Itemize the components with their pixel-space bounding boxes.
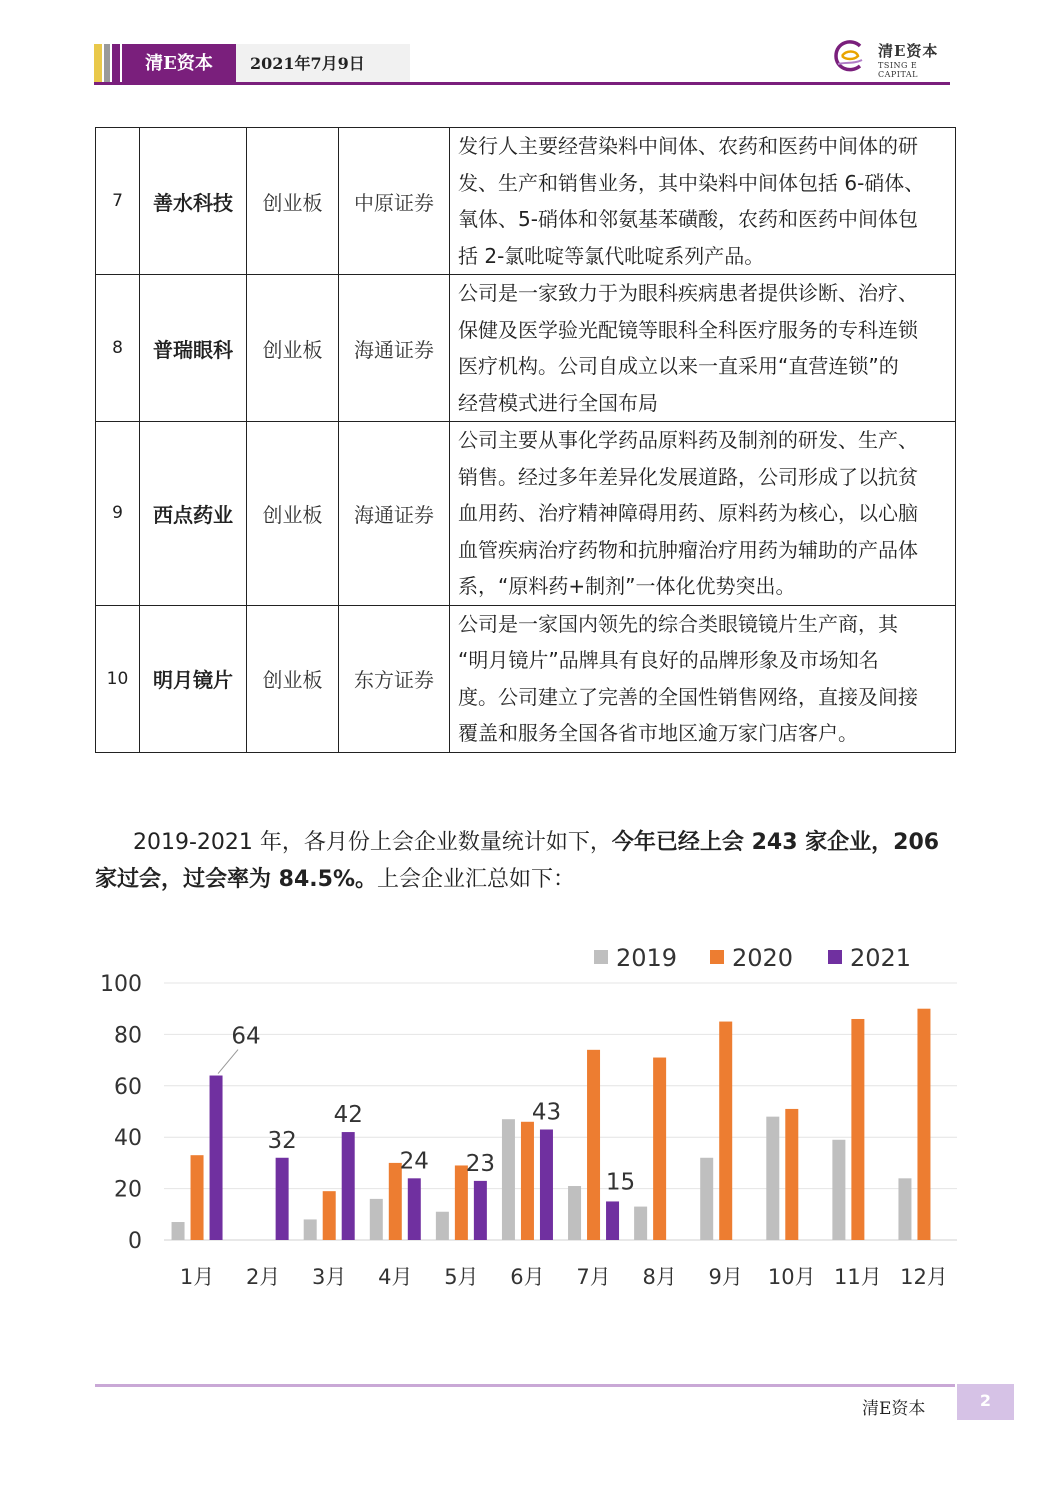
company-name: 西点药业	[140, 422, 247, 606]
data-label: 23	[465, 1150, 496, 1177]
bar-2020	[323, 1191, 336, 1240]
logo-swirl-icon	[828, 34, 872, 78]
description-line: 氧体、5-硝体和邻氨基苯磺酸，农药和医药中间体包	[458, 207, 918, 231]
bar-2019	[370, 1199, 383, 1240]
company-description	[450, 605, 956, 752]
data-label-leader	[218, 1050, 238, 1074]
legend-label: 2021	[850, 944, 912, 972]
description-line: “明月镜片”品牌具有良好的品牌形象及市场知名	[458, 648, 879, 672]
description-line: 医疗机构。公司自成立以来一直采用“直营连锁”的	[458, 354, 899, 378]
data-label: 64	[231, 1023, 261, 1050]
x-tick-label: 4月	[378, 1265, 413, 1289]
bar-2019	[502, 1119, 515, 1240]
x-tick-label: 9月	[708, 1265, 743, 1289]
header-stripe-purple	[112, 44, 120, 84]
description-line: 保健及医学验光配镜等眼科全科医疗服务的专科连锁	[458, 317, 918, 342]
bar-2019	[766, 1117, 779, 1240]
x-tick-label: 2月	[245, 1265, 281, 1289]
bar-2021	[276, 1158, 289, 1240]
legend-swatch	[828, 950, 842, 964]
company-name: 普瑞眼科	[140, 275, 247, 422]
description-line: 经营模式进行全国布局	[458, 390, 658, 415]
company-name: 明月镜片	[140, 605, 247, 752]
description-line: 括 2-氯吡啶等氯代吡啶系列产品。	[458, 243, 765, 268]
company-logo	[828, 34, 953, 78]
page-number: 2	[957, 1384, 1014, 1420]
bar-2020	[785, 1109, 798, 1240]
summary-text-plain: 2019-2021 年，各月份上会企业数量统计如下，	[133, 830, 612, 855]
bar-2021	[408, 1178, 421, 1240]
bar-2019	[436, 1212, 449, 1240]
header-brand: 清E资本	[122, 44, 236, 84]
row-number: 7	[96, 128, 140, 275]
data-label: 32	[267, 1127, 297, 1154]
description-line: 系，“原料药+制剂”一体化优势突出。	[458, 574, 796, 598]
footer-brand: 清E资本	[862, 1399, 926, 1419]
description-line: 发、生产和销售业务，其中染料中间体包括 6-硝体、	[458, 170, 925, 195]
summary-text-tail: 上会企业汇总如下：	[376, 867, 575, 892]
company-description	[450, 275, 956, 422]
bar-2019	[700, 1158, 713, 1240]
row-number: 9	[96, 422, 140, 606]
bar-2021	[474, 1181, 487, 1240]
data-label: 42	[333, 1102, 363, 1129]
description-line: 覆盖和服务全国各省市地区逾万家门店客户。	[458, 721, 858, 745]
description-line: 销售。经过多年差异化发展道路，公司形成了以抗贫	[458, 464, 918, 489]
row-number: 10	[96, 605, 140, 752]
bar-2019	[898, 1178, 911, 1240]
table-row	[96, 275, 956, 422]
page-header	[0, 0, 1051, 100]
company-description	[450, 422, 956, 606]
header-rule	[94, 82, 950, 85]
y-tick-label: 20	[114, 1177, 142, 1203]
bar-2020	[521, 1122, 534, 1240]
bar-2020	[653, 1058, 666, 1240]
description-line: 公司主要从事化学药品原料药及制剂的研发、生产、	[458, 428, 918, 452]
table-row	[96, 605, 956, 752]
table-row	[96, 128, 956, 275]
x-tick-label: 3月	[312, 1265, 347, 1289]
logo-text-en: TSING E CAPITAL	[878, 61, 918, 79]
bar-2020	[917, 1009, 930, 1240]
data-label: 43	[531, 1099, 562, 1126]
header-stripe-gold	[94, 44, 102, 84]
legend-swatch	[594, 950, 608, 964]
bar-2019	[568, 1186, 581, 1240]
header-date: 2021年7月9日	[236, 44, 410, 84]
bar-2019	[172, 1222, 185, 1240]
logo-text-cn: 清E资本	[878, 42, 939, 60]
x-tick-label: 8月	[642, 1265, 677, 1289]
description-line: 血管疾病治疗药物和抗肿瘤治疗用药为辅助的产品体	[458, 537, 918, 562]
bar-2020	[191, 1155, 204, 1240]
sponsor-broker: 海通证券	[339, 422, 450, 606]
bar-2020	[719, 1022, 732, 1240]
bar-2019	[832, 1140, 845, 1240]
listing-board: 创业板	[247, 275, 339, 422]
header-stripe-gray	[104, 44, 110, 84]
sponsor-broker: 东方证券	[339, 605, 450, 752]
data-label: 24	[399, 1148, 429, 1175]
legend-label: 2020	[732, 944, 794, 972]
sponsor-broker: 海通证券	[339, 275, 450, 422]
company-name: 善水科技	[140, 128, 247, 275]
y-tick-label: 60	[114, 1074, 142, 1100]
listing-board: 创业板	[247, 605, 339, 752]
bar-2021	[210, 1076, 223, 1240]
description-line: 公司是一家国内领先的综合类眼镜镜片生产商，其	[458, 611, 898, 636]
row-number: 8	[96, 275, 140, 422]
description-line: 度。公司建立了完善的全国性销售网络，直接及间接	[458, 684, 918, 709]
y-tick-label: 100	[100, 972, 142, 997]
bar-2021	[342, 1132, 355, 1240]
sponsor-broker: 中原证券	[339, 128, 450, 275]
bar-2020	[851, 1019, 864, 1240]
listing-board: 创业板	[247, 128, 339, 275]
x-tick-label: 6月	[510, 1265, 545, 1289]
x-tick-label: 1月	[179, 1265, 215, 1289]
x-tick-label: 7月	[576, 1265, 611, 1289]
summary-text-bold: 今年已经上会 243 家企业，206 家过会，过会率为 84.5%。	[95, 830, 940, 892]
bar-2019	[634, 1207, 647, 1240]
x-tick-label: 5月	[444, 1265, 479, 1289]
x-tick-label: 10月	[767, 1265, 816, 1289]
bar-2020	[587, 1050, 600, 1240]
legend-label: 2019	[616, 944, 678, 972]
bar-2021	[540, 1129, 553, 1240]
y-tick-label: 0	[128, 1229, 142, 1254]
data-label: 15	[605, 1169, 636, 1196]
x-tick-label: 12月	[900, 1265, 948, 1289]
description-line: 发行人主要经营染料中间体、农药和医药中间体的研	[458, 134, 918, 158]
legend-swatch	[710, 950, 724, 964]
description-line: 血用药、治疗精神障碍用药、原料药为核心，以心脑	[458, 501, 918, 525]
bar-2021	[606, 1201, 619, 1240]
company-description	[450, 128, 956, 275]
table-row	[96, 422, 956, 606]
description-line: 公司是一家致力于为眼科疾病患者提供诊断、治疗、	[458, 281, 918, 305]
y-tick-label: 80	[114, 1023, 142, 1049]
bar-2019	[304, 1219, 317, 1240]
x-tick-label: 11月	[834, 1265, 882, 1289]
ipo-company-table	[95, 127, 956, 753]
summary-paragraph	[95, 824, 955, 898]
y-tick-label: 40	[114, 1126, 142, 1152]
listing-board: 创业板	[247, 422, 339, 606]
monthly-listing-review-chart	[80, 935, 970, 1305]
footer-rule	[95, 1384, 955, 1387]
bar-2020	[389, 1163, 402, 1240]
